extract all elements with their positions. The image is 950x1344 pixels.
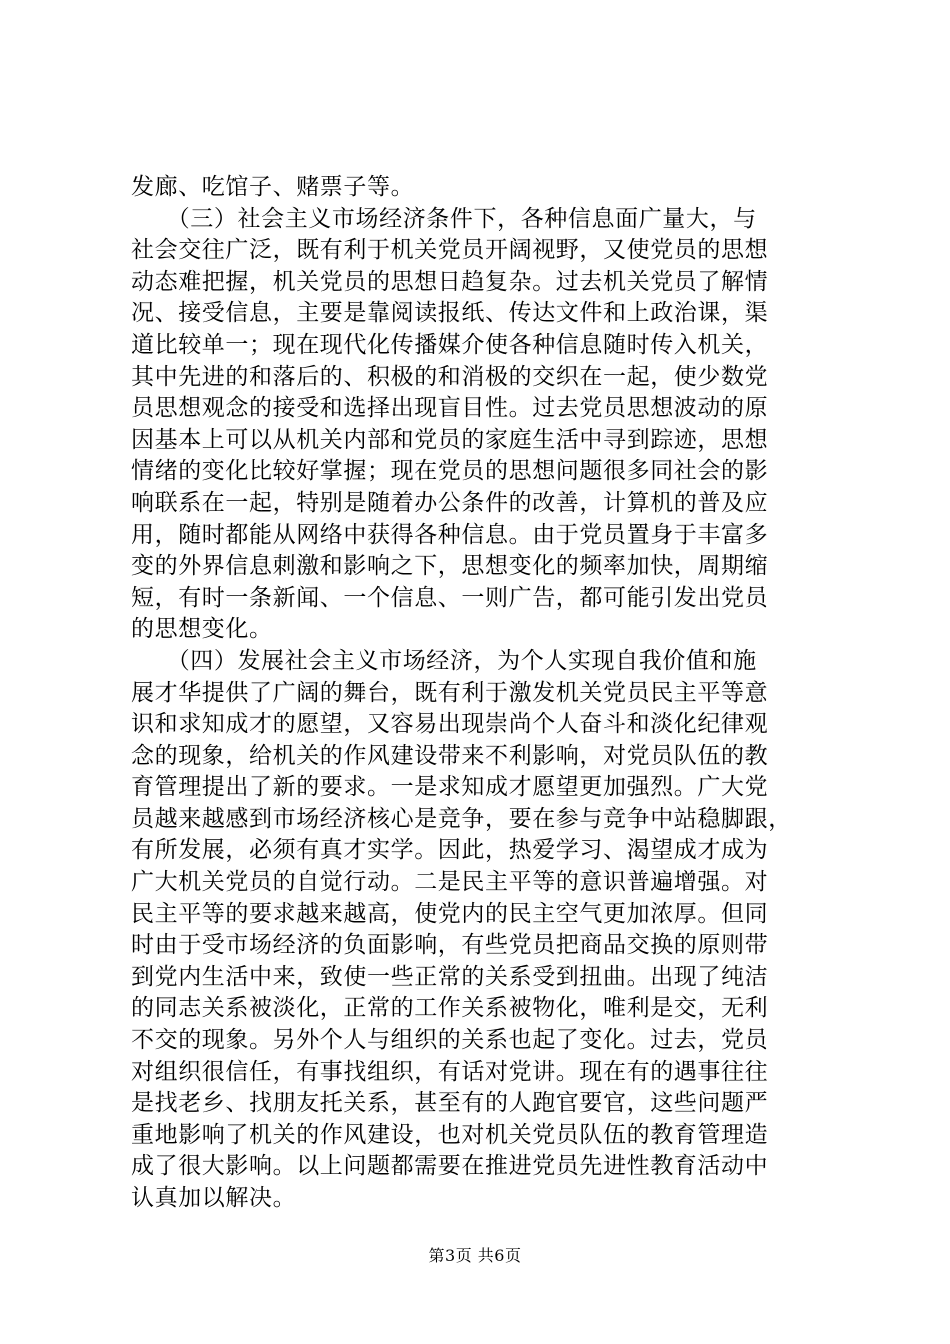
- text-line: 不交的现象。另外个人与组织的关系也起了变化。过去，党员: [131, 1027, 769, 1054]
- text-line: （四）发展社会主义市场经济，为个人实现自我价值和施: [131, 647, 757, 674]
- text-line: 其中先进的和落后的、积极的和消极的交织在一起，使少数党: [131, 363, 769, 390]
- text-line: 民主平等的要求越来越高，使党内的民主空气更加浓厚。但同: [131, 900, 769, 927]
- text-line: 认真加以解决。: [131, 1185, 297, 1211]
- text-line: 有所发展，必须有真才实学。因此，热爱学习、渴望成才成为: [131, 837, 769, 864]
- text-line: 广大机关党员的自觉行动。二是民主平等的意识普遍增强。对: [131, 869, 769, 896]
- text-line: 社会交往广泛，既有利于机关党员开阔视野，又使党员的思想: [131, 237, 769, 264]
- text-line: 响联系在一起，特别是随着办公条件的改善，计算机的普及应: [131, 489, 769, 516]
- text-line: 育管理提出了新的要求。一是求知成才愿望更加强烈。广大党: [131, 774, 769, 801]
- text-line: 对组织很信任，有事找组织，有话对党讲。现在有的遇事往往: [131, 1058, 769, 1085]
- text-line: （三）社会主义市场经济条件下，各种信息面广量大，与: [131, 205, 757, 232]
- text-line: 念的现象，给机关的作风建设带来不利影响，对党员队伍的教: [131, 742, 769, 769]
- text-line: 的思想变化。: [131, 616, 273, 643]
- text-line: 是找老乡、找朋友托关系，甚至有的人跑官要官，这些问题严: [131, 1090, 769, 1117]
- text-line: 员思想观念的接受和选择出现盲目性。过去党员思想波动的原: [131, 395, 769, 422]
- text-line: 到党内生活中来，致使一些正常的关系受到扭曲。出现了纯洁: [131, 963, 769, 990]
- text-line: 识和求知成才的愿望，又容易出现崇尚个人奋斗和淡化纪律观: [131, 711, 769, 738]
- text-line: 短，有时一条新闻、一个信息、一则广告，都可能引发出党员: [131, 584, 769, 611]
- text-line: 发廊、吃馆子、赌票子等。: [131, 174, 415, 200]
- text-line: 时由于受市场经济的负面影响，有些党员把商品交换的原则带: [131, 932, 769, 959]
- text-line: 展才华提供了广阔的舞台，既有利于激发机关党员民主平等意: [131, 679, 769, 706]
- text-line: 变的外界信息刺激和影响之下，思想变化的频率加快，周期缩: [131, 553, 769, 580]
- page-number-footer: 第3页 共6页: [428, 1246, 522, 1265]
- text-line: 的同志关系被淡化，正常的工作关系被物化，唯利是交，无利: [131, 995, 769, 1022]
- text-line: 重地影响了机关的作风建设，也对机关党员队伍的教育管理造: [131, 1121, 769, 1148]
- text-line: 用，随时都能从网络中获得各种信息。由于党员置身于丰富多: [131, 521, 769, 548]
- text-line: 道比较单一；现在现代化传播媒介使各种信息随时传入机关，: [131, 331, 769, 358]
- text-line: 因基本上可以从机关内部和党员的家庭生活中寻到踪迹，思想: [131, 426, 769, 453]
- body-text: [131, 172, 831, 1215]
- text-line: 员越来越感到市场经济核心是竞争，要在参与竞争中站稳脚跟，: [131, 805, 792, 832]
- text-line: 情绪的变化比较好掌握；现在党员的思想问题很多同社会的影: [131, 458, 769, 485]
- text-line: 成了很大影响。以上问题都需要在推进党员先进性教育活动中: [131, 1153, 769, 1180]
- text-line: 动态难把握，机关党员的思想日趋复杂。过去机关党员了解情: [131, 268, 769, 295]
- text-line: 况、接受信息，主要是靠阅读报纸、传达文件和上政治课，渠: [131, 300, 769, 327]
